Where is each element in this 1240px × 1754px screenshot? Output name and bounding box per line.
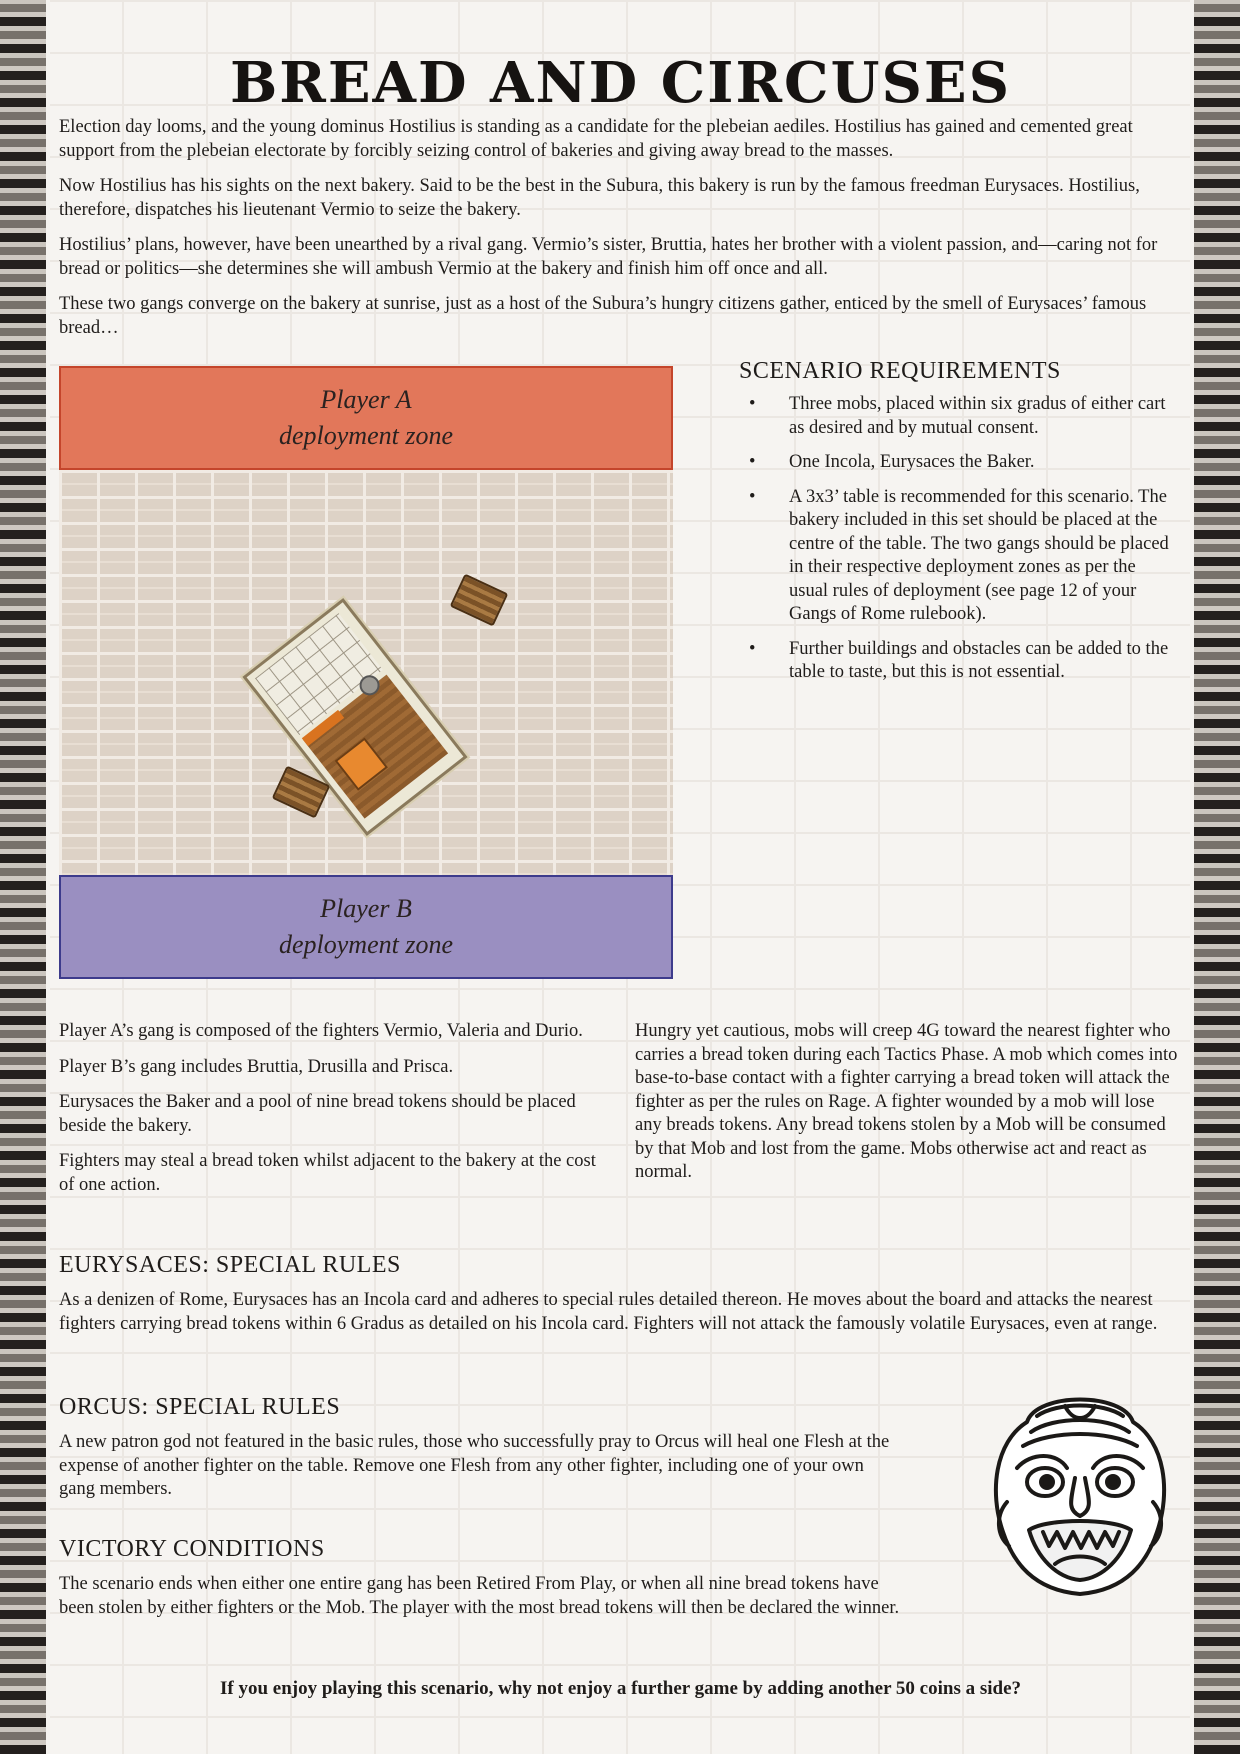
list-item: • Further buildings and obstacles can be added to the table to taste, but this is not essential. bbox=[739, 638, 1179, 685]
setup-paragraph: Player A’s gang is composed of the fighters Vermio, Valeria and Durio. bbox=[59, 1021, 583, 1041]
setup-column-left bbox=[59, 1020, 603, 1209]
intro-paragraph: Hostilius’ plans, however, have been unearthed by a rival gang. Vermio’s sister, Bruttia, hates her brother with a violent passion, and—caring not for bread or politics—she determines she will ambush Vermio at the bakery and finish him off once and all. bbox=[59, 235, 1158, 279]
eurysaces-heading: EURYSACES: SPECIAL RULES bbox=[59, 1252, 401, 1278]
zone-b-label-line1: Player B bbox=[320, 894, 412, 923]
mosaic-border-left bbox=[0, 0, 50, 1754]
footer-note: If you enjoy playing this scenario, why not enjoy a further game by adding another 50 coins a side? bbox=[219, 1678, 1022, 1699]
cart-icon bbox=[450, 574, 509, 627]
intro-paragraph: Now Hostilius has his sights on the next bakery. Said to be the best in the Subura, this bakery is run by the famous freedman Eurysaces. Hostilius, therefore, dispatches his lieutenant Vermio to seize the bakery. bbox=[59, 176, 1140, 220]
intro-paragraph: Election day looms, and the young dominus Hostilius is standing as a candidate for the plebeian aediles. Hostilius has gained and cemented great support from the plebeian electorate by forcibly seizing control of bakeries and giving away bread to the masses. bbox=[59, 117, 1133, 161]
setup-paragraph: Eurysaces the Baker and a pool of nine bread tokens should be placed beside the bakery. bbox=[59, 1092, 576, 1136]
list-item: • One Incola, Eurysaces the Baker. bbox=[739, 451, 1179, 475]
victory-section bbox=[59, 1536, 901, 1620]
intro-paragraph: These two gangs converge on the bakery at sunrise, just as a host of the Subura’s hungry citizens gather, enticed by the smell of Eurysaces’ famous bread… bbox=[59, 294, 1147, 338]
zone-a-label-line2: deployment zone bbox=[278, 421, 453, 450]
player-b-deployment-zone bbox=[59, 875, 673, 979]
battle-map bbox=[59, 366, 673, 979]
eurysaces-text: As a denizen of Rome, Eurysaces has an Incola card and adheres to special rules detailed thereon. He moves about the board and attacks the nearest fighters carrying bread tokens within 6 Gradus as detailed on his Incola card. Fighters will not attack the famously volatile Eurysaces, even at range. bbox=[59, 1290, 1158, 1334]
orcus-section bbox=[59, 1394, 901, 1502]
zone-a-label-line1: Player A bbox=[320, 385, 412, 414]
mob-rules-column bbox=[635, 1020, 1182, 1197]
setup-paragraph: Fighters may steal a bread token whilst adjacent to the bakery at the cost of one action. bbox=[59, 1151, 596, 1195]
requirements-heading: SCENARIO REQUIREMENTS bbox=[739, 358, 1061, 384]
victory-heading: VICTORY CONDITIONS bbox=[59, 1536, 325, 1562]
orcus-mask-icon bbox=[987, 1382, 1173, 1600]
scenario-requirements bbox=[739, 358, 1179, 696]
victory-text: The scenario ends when either one entire gang has been Retired From Play, or when all nine bread tokens have been stolen by either fighters or the Mob. The player with the most bread tokens will then be declared the winner. bbox=[59, 1574, 900, 1618]
setup-paragraph: Player B’s gang includes Bruttia, Drusilla and Prisca. bbox=[59, 1056, 454, 1077]
page-title: BREAD AND CIRCUSES bbox=[229, 50, 1012, 116]
orcus-heading: ORCUS: SPECIAL RULES bbox=[59, 1394, 341, 1420]
eurysaces-section bbox=[59, 1252, 1182, 1336]
list-item: • Three mobs, placed within six gradus of either cart as desired and by mutual consent. bbox=[739, 393, 1179, 440]
list-item: • A 3x3’ table is recommended for this scenario. The bakery included in this set should be placed at the centre of the table. The two gangs should be placed in their respective deployment zones as per the usual rules of deployment (see page 12 of your Gangs of Rome rulebook). bbox=[739, 486, 1179, 627]
orcus-text: A new patron god not featured in the basic rules, those who successfully pray to Orcus will heal one Flesh at the expense of another fighter on the table. Remove one Flesh from any other fighter, including one of your own gang members. bbox=[59, 1432, 890, 1499]
intro-text bbox=[59, 116, 1182, 352]
requirements-list bbox=[739, 393, 1179, 685]
mosaic-border-right bbox=[1190, 0, 1240, 1754]
mob-rules-paragraph: Hungry yet cautious, mobs will creep 4G toward the nearest fighter who carries a bread token during each Tactics Phase. A mob which comes into base-to-base contact with a fighter carrying a bread token will attack the fighter as per the rules on Rage. A fighter wounded by a mob will lose any breads tokens. Any bread tokens stolen by a Mob will be consumed by that Mob and lost from the game. Mobs otherwise act and react as normal. bbox=[635, 1021, 1178, 1182]
zone-b-label-line2: deployment zone bbox=[278, 930, 453, 959]
player-a-deployment-zone bbox=[59, 366, 673, 470]
